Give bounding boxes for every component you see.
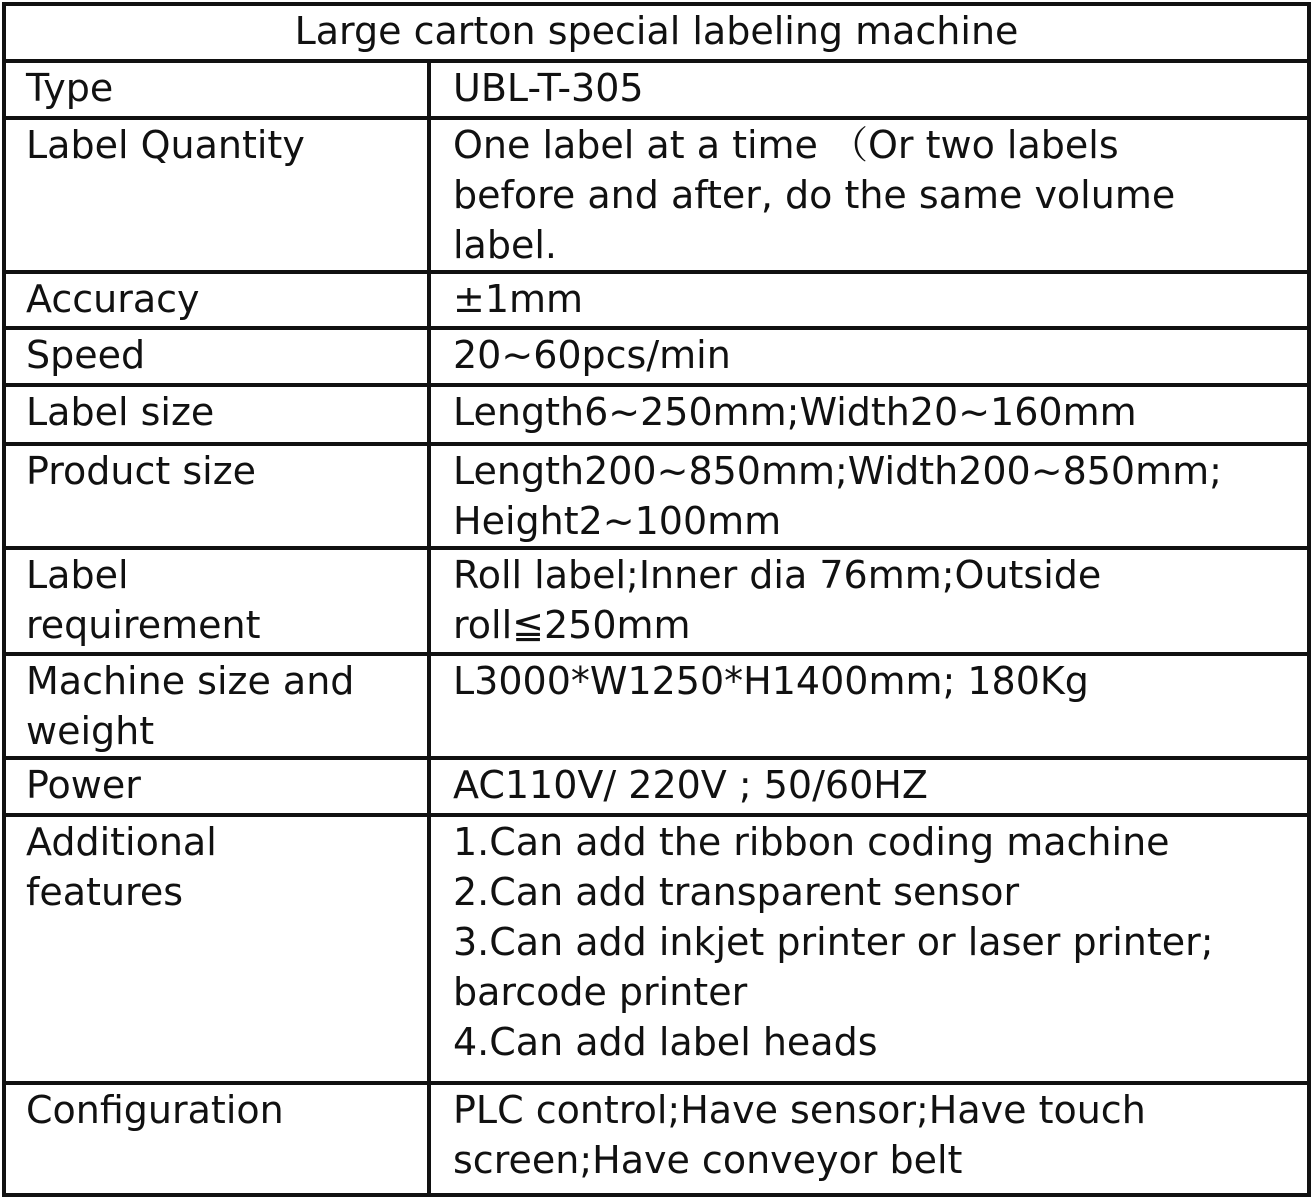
title-row [4, 4, 1309, 61]
row-value: 20~60pcs/min [429, 328, 1309, 385]
row-value: L3000*W1250*H1400mm; 180Kg [429, 654, 1309, 758]
table-row [4, 548, 1309, 654]
table-row [4, 118, 1309, 272]
row-label: Label Quantity [4, 118, 429, 272]
row-value: Length200~850mm;Width200~850mm; Height2~100mm [429, 444, 1309, 548]
row-value: 1.Can add the ribbon coding machine 2.Can add transparent sensor 3.Can add inkjet printer or laser printer; barcode printer 4.Can add label heads [429, 815, 1309, 1083]
row-value: One label at a time （Or two labels before and after, do the same volume label. [429, 118, 1309, 272]
row-value: AC110V/ 220V ; 50/60HZ [429, 758, 1309, 815]
table-row [4, 272, 1309, 328]
row-label: Label size [4, 385, 429, 444]
row-value: Roll label;Inner dia 76mm;Outside roll≦250mm [429, 548, 1309, 654]
row-value: PLC control;Have sensor;Have touch screen;Have conveyor belt [429, 1083, 1309, 1195]
table-row [4, 758, 1309, 815]
row-value: UBL-T-305 [429, 61, 1309, 118]
row-value: Length6~250mm;Width20~160mm [429, 385, 1309, 444]
table-title: Large carton special labeling machine [4, 4, 1309, 61]
row-label: Power [4, 758, 429, 815]
row-label: Configuration [4, 1083, 429, 1195]
row-label: Accuracy [4, 272, 429, 328]
row-label: Label requirement [4, 548, 429, 654]
table-row [4, 385, 1309, 444]
spec-table [2, 2, 1311, 1197]
row-label: Machine size and weight [4, 654, 429, 758]
table-row [4, 654, 1309, 758]
table-row [4, 1083, 1309, 1195]
table-row [4, 61, 1309, 118]
row-value: ±1mm [429, 272, 1309, 328]
table-row [4, 444, 1309, 548]
row-label: Type [4, 61, 429, 118]
table-row [4, 328, 1309, 385]
row-label: Product size [4, 444, 429, 548]
row-label: Additional features [4, 815, 429, 1083]
table-row [4, 815, 1309, 1083]
row-label: Speed [4, 328, 429, 385]
